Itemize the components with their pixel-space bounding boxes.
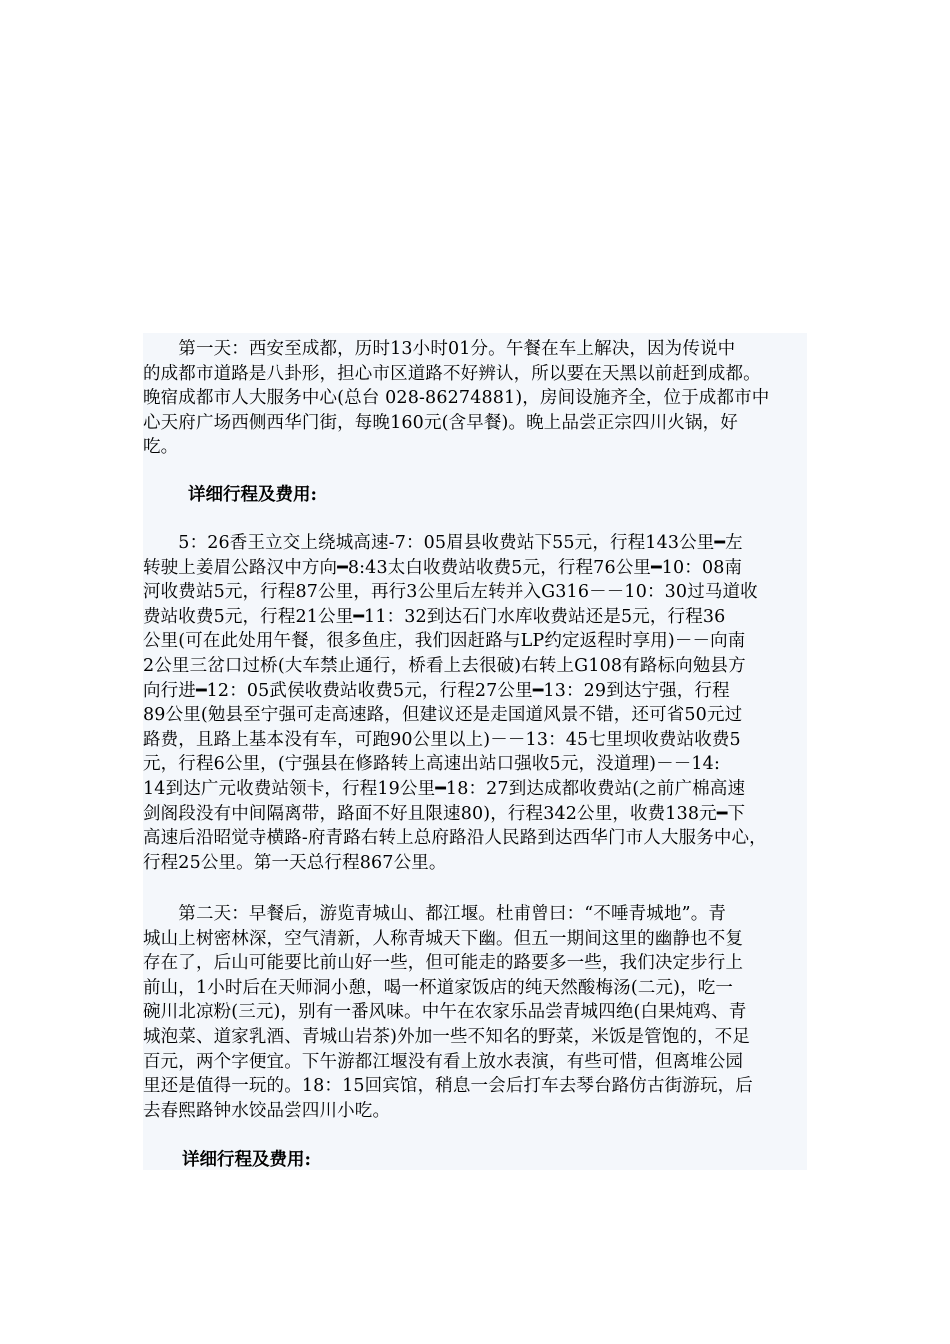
itinerary-line: 剑阁段没有中间隔离带，路面不好且限速80)，行程342公里，收费138元━下 xyxy=(143,803,746,824)
day2-line: 碗川北凉粉(三元)，别有一番风味。中午在农家乐品尝青城四绝(白果炖鸡、青 xyxy=(143,1002,747,1023)
day2-line: 去春熙路钟水饺品尝四川小吃。 xyxy=(143,1100,391,1121)
itinerary-line: 元，行程6公里，(宁强县在修路转上高速出站口强收5元，没道理)－－14: xyxy=(143,754,720,775)
day2-line: 存在了，后山可能要比前山好一些，但可能走的路要多一些，我们决定步行上 xyxy=(143,953,744,974)
day1-line: 晚宿成都市人大服务中心(总台 028-86274881)，房间设施齐全，位于成都市中 xyxy=(143,388,770,409)
itinerary-line: 费站收费5元，行程21公里━11：32到达石门水库收费站还是5元，行程36 xyxy=(143,606,726,627)
day1-paragraph xyxy=(143,337,823,460)
itinerary-line: 向行进━12：05武侯收费站收费5元，行程27公里━13：29到达宁强，行程 xyxy=(143,680,730,701)
day1-line: 心天府广场西侧西华门街，每晚160元(含早餐)。晚上品尝正宗四川火锅，好 xyxy=(143,412,738,433)
day2-line: 前山，1小时后在天师洞小憩，喝一杯道家饭店的纯天然酸梅汤(二元)，吃一 xyxy=(143,977,734,998)
day2-line: 百元，两个字便宜。下午游都江堰没有看上放水表演，有些可惜，但离堆公园 xyxy=(143,1051,744,1072)
itinerary-line: 公里(可在此处用午餐，很多鱼庄，我们因赶路与LP约定返程时享用)－－向南 xyxy=(143,631,746,652)
itinerary-heading-1: 详细行程及费用: xyxy=(188,485,317,505)
itinerary-paragraph xyxy=(143,531,823,875)
itinerary-line: 高速后沿昭觉寺横路-府青路右转上总府路沿人民路到达西华门市人大服务中心， xyxy=(143,828,767,849)
day2-paragraph xyxy=(143,902,823,1123)
itinerary-heading-2: 详细行程及费用: xyxy=(182,1150,311,1170)
day2-line: 里还是值得一玩的。18：15回宾馆，稍息一会后打车去琴台路仿古街游玩，后 xyxy=(143,1076,753,1097)
day1-line: 吃。 xyxy=(143,437,179,458)
itinerary-line: 2公里三岔口过桥(大车禁止通行，桥看上去很破)右转上G108有路标向勉县方 xyxy=(143,655,746,676)
day2-line: 第二天：早餐后，游览青城山、都江堰。杜甫曾曰：“不唾青城地”。青 xyxy=(143,904,726,924)
itinerary-line: 行程25公里。第一天总行程867公里。 xyxy=(143,852,447,873)
itinerary-line: 转驶上姜眉公路汉中方向━8:43太白收费站收费5元，行程76公里━10：08南 xyxy=(143,557,743,578)
itinerary-line: 5：26香王立交上绕城高速-7：05眉县收费站下55元，行程143公里━左 xyxy=(143,533,743,553)
day1-line: 第一天：西安至成都，历时13小时01分。午餐在车上解决，因为传说中 xyxy=(143,339,736,359)
itinerary-line: 河收费站5元，行程87公里，再行3公里后左转并入G316－－10：30过马道收 xyxy=(143,582,758,603)
day2-line: 城泡菜、道家乳酒、青城山岩茶)外加一些不知名的野菜，米饭是管饱的，不足 xyxy=(143,1026,751,1047)
itinerary-line: 14到达广元收费站领卡，行程19公里━18：27到达成都收费站(之前广棉高速 xyxy=(143,778,746,799)
day2-line: 城山上树密林深，空气清新，人称青城天下幽。但五一期间这里的幽静也不复 xyxy=(143,928,744,949)
day1-line: 的成都市道路是八卦形，担心市区道路不好辨认，所以要在天黑以前赶到成都。 xyxy=(143,363,761,384)
itinerary-line: 路费，且路上基本没有车，可跑90公里以上)－－13：45七里坝收费站收费5 xyxy=(143,729,741,750)
itinerary-line: 89公里(勉县至宁强可走高速路，但建议还是走国道风景不错，还可省50元过 xyxy=(143,705,743,726)
